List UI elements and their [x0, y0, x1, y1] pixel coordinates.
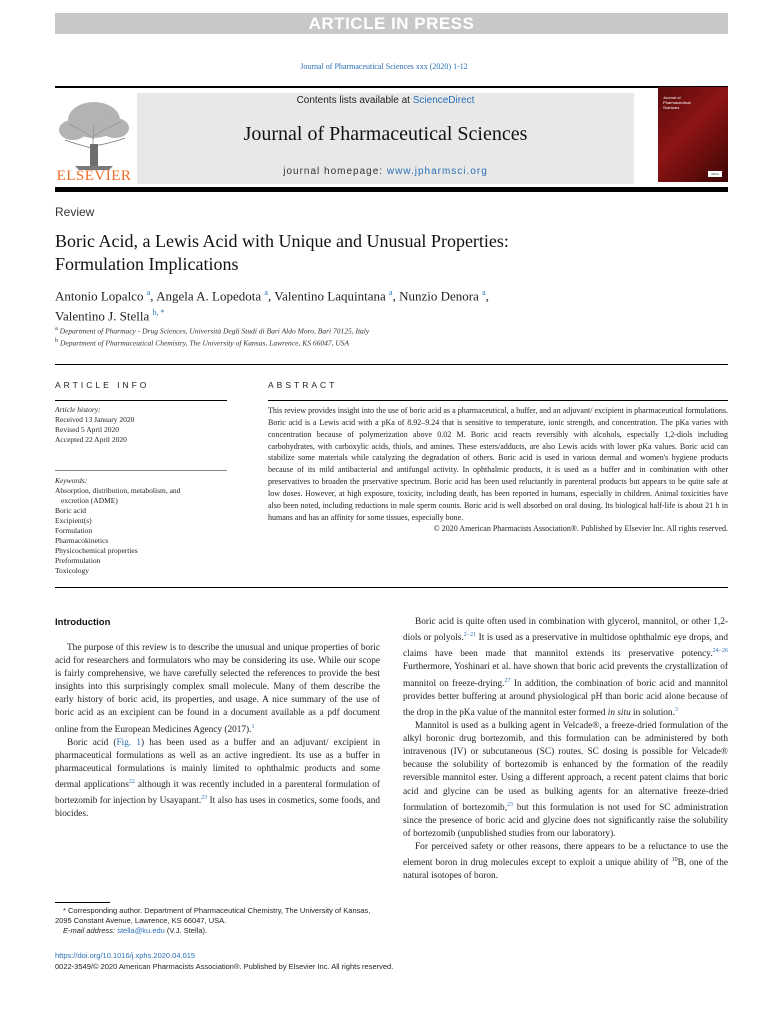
- contents-available-line: Contents lists available at ScienceDirect: [296, 95, 475, 106]
- section-divider: [55, 587, 728, 588]
- corresponding-author-footnote: * Corresponding author. Department of Pharmaceutical Chemistry, The University of Kansas, 2095 Constant Avenue, Lawrence, KS 66047, USA. E-mail address: stella@ku.edu (V.J. Stella).: [55, 906, 371, 935]
- keyword: Toxicology: [55, 566, 90, 575]
- citation-link[interactable]: 27: [504, 677, 511, 684]
- paragraph: Boric acid is quite often used in combination with glycerol, mannitol, or other 1,2-diols or polyols.$^{2-21}$ It is used as a preservative in multidose ophthalmic eye drops, and claims have been made that mannitol extends its preservative potency.$^{24-26}$ Furthermore, Yoshinari et al. have shown that boric acid prevents the crystallization of mannitol on freeze-drying.$^{27}$ In addition, the combination of boric acid and mannitol provides better buffering at around physiological pH than boric acid alone because of the drop in the pKa value of the mannitol ester formed in situ in solution.$^3$: [403, 617, 728, 718]
- keyword: Excipient(s): [55, 516, 92, 525]
- abstract-heading: ABSTRACT: [268, 380, 338, 390]
- keyword: Pharmacokinetics: [55, 536, 109, 545]
- abstract-copyright: © 2020 American Pharmacists Association®. Published by Elsevier Inc. All rights reserved.: [433, 524, 728, 534]
- citation-link[interactable]: 23: [201, 795, 208, 802]
- abstract-rule: [268, 400, 728, 401]
- abstract-body: [268, 405, 728, 535]
- affiliation-b: $^b$ Department of Pharmaceutical Chemistry, The University of Kansas, Lawrence, KS 66047, USA: [55, 337, 350, 348]
- article-title: Boric Acid, a Lewis Acid with Unique and Unusual Properties: Formulation Implications: [55, 231, 509, 274]
- paragraph: The purpose of this review is to describe the unusual and unique properties of boric acid for researchers and formulators who may be considering its use. While our scope is fairly comprehensive, we have carefully selected the references to provide the best insights into this surprisingly complex small molecule. Many of them describe the early history of boric acid, its properties, and usage. A nice summary of the use of boric acid as an excipient can be found in a document available as a pdf document online from the European Medicines Agency (2017).$^1$: [55, 643, 380, 735]
- abstract-text: This review provides insight into the use of boric acid as a pharmaceutical, a buffer, and an adjuvant/ excipient in pharmaceutical formulations. Boric acid is a Lewis acid with a pKa of 8.92–9.24 that is sensitive to temperature, ionic strength, and concentration. The pKa varies with concentration because of polymerization above 0.02 M. Boric acid reacts reversibly with alcohols, especially 1,2-diols including carbohydrates, with carboxylic acids, thiols, and amines. These esters/adducts, are also Lewis acids with lower pKa values. Boric acid can stabilize some materials while catalyzing the degradation of others. Boric acid is used in various dermal and women's hygiene products because of its mild antibacterial and antifungal activity. In ophthalmic products, it is used as a buffer and in combination with other preservatives to broaden the prservative spectrum. Boric acid has been used reluctantly in parenteral products but appears to be quite safe at low doses. However, at high exposure, toxicity, including death, has been reported in humans, especially in children. Animal toxicities have also been noted, including reductions in male sperm counts. Boric acid is well absorbed on oral dosing. Its biological half-life is about 21 h in humans and has an affinity for some tissues, especially bone.: [268, 406, 728, 522]
- author-name[interactable]: Valentino Laquintana: [274, 288, 386, 304]
- article-history: Article history: Received 13 January 2020 Revised 5 April 2020 Accepted 22 April 2020: [55, 405, 135, 444]
- section-divider: [55, 364, 728, 365]
- citation-link[interactable]: 3: [674, 706, 678, 713]
- left-column: [55, 642, 380, 822]
- paragraph: Boric acid (Fig. 1) has been used as a buffer and an adjuvant/ excipient in pharmaceutical formulations as well as an active ingredient. Its use as a buffer in pharmaceutical formulations is mainly limited to ophthalmic products and some dermal applications$^{22}$ although it was recently included in a parenteral formulation of bortezomib for injection by Usayapant.$^{23}$ It also has uses in cosmetics, some foods, and biocides.: [55, 737, 381, 820]
- article-info-heading: ARTICLE INFO: [55, 380, 150, 390]
- keyword: Boric acid: [55, 506, 87, 515]
- keyword: Preformulation: [55, 556, 101, 565]
- affiliation-marker[interactable]: a: [389, 288, 393, 297]
- figure-link[interactable]: Fig. 1: [116, 737, 142, 748]
- cover-title: Journal of Pharmaceutical Sciences: [663, 95, 691, 110]
- article-type: Review: [55, 205, 95, 219]
- affiliation-a: $^a$ Department of Pharmacy - Drug Sciences, Università Degli Studi di Bari Aldo Moro, Bari 70125, Italy: [55, 325, 370, 336]
- header-top-rule: [55, 86, 728, 88]
- journal-homepage-line: journal homepage: www.jpharmsci.org: [283, 166, 488, 177]
- citation-link[interactable]: 22: [128, 779, 135, 786]
- paragraph: For perceived safety or other reasons, there appears to be a reluctance to use the element boron in drug molecules except to exploit a unique ability of $^{10}$B, one of the natural isotopes of boron.: [403, 841, 728, 882]
- keyword: Physicochemical properties: [55, 546, 138, 555]
- citation-link[interactable]: 23: [507, 801, 514, 808]
- sciencedirect-link[interactable]: ScienceDirect: [412, 95, 475, 106]
- cover-badge: APhA: [708, 171, 722, 177]
- journal-title: Journal of Pharmaceutical Sciences: [243, 123, 528, 145]
- author-name[interactable]: Antonio Lopalco: [55, 288, 144, 304]
- author-name[interactable]: Nunzio Denora: [399, 288, 479, 304]
- journal-masthead: [137, 93, 634, 184]
- article-in-press-banner: ARTICLE IN PRESS: [55, 13, 728, 34]
- keywords: Keywords: Absorption, distribution, metabolism, and excretion (ADME) Boric acid Excipient(s) Formulation Pharmacokinetics Physicochemical properties Preformulation Toxicology: [55, 476, 227, 576]
- author-email-link[interactable]: stella@ku.edu: [117, 926, 165, 935]
- citation-link[interactable]: 24−26: [712, 648, 728, 655]
- keywords-rule: [55, 470, 227, 471]
- header-bottom-rule: [55, 187, 728, 192]
- elsevier-wordmark: ELSEVIER: [56, 168, 132, 184]
- keyword: Absorption, distribution, metabolism, and: [55, 486, 181, 495]
- author-name[interactable]: Valentino J. Stella: [55, 308, 150, 324]
- right-column: [403, 616, 728, 883]
- citation-link[interactable]: 1: [251, 723, 255, 730]
- doi-link[interactable]: https://doi.org/10.1016/j.xphs.2020.04.015: [55, 951, 196, 960]
- article-info-rule: [55, 400, 227, 401]
- affiliation-marker[interactable]: a: [482, 288, 486, 297]
- introduction-heading: Introduction: [55, 617, 111, 628]
- author-list: Antonio Lopalco $^a$, Angela A. Lopedota $^a$, Valentino Laquintana $^a$, Nunzio Denora $^a$, Valentino J. Stella $^{b, *}$: [55, 288, 489, 324]
- affiliation-marker[interactable]: b, *: [152, 308, 165, 318]
- isotope-superscript: 10: [671, 857, 678, 864]
- affiliation-marker[interactable]: a: [146, 288, 151, 297]
- issn-copyright-line: 0022-3549/© 2020 American Pharmacists Association®. Published by Elsevier Inc. All rights reserved.: [55, 962, 394, 971]
- citation-link[interactable]: 2−21: [463, 632, 477, 639]
- paragraph: Mannitol is used as a bulking agent in Velcade®, a freeze-dried formulation of the alkyl boronic drug bortezomib, and this formulation can be administered by both intravenous (IV) or subcutaneous (SC) routes. SC dosing is possible for Velcade® because the solubility of bortezomib is enhanced by the formation of the readily reversible mannitol ester. Using a different approach, a recent patent claims that boric acid and glycine can be used as bulking agents for an alternative freeze-dried formulation of bortezomib,$^{23}$ but this formulation is not used for SC administration since the presence of boric acid and glycine does not significantly raise the solubility of bortezomib (unpublished studies from our laboratory).: [403, 721, 729, 839]
- journal-cover-thumbnail[interactable]: [658, 87, 728, 182]
- journal-homepage-link[interactable]: www.jpharmsci.org: [386, 166, 488, 177]
- journal-reference-link[interactable]: Journal of Pharmaceutical Sciences xxx (2020) 1-12: [300, 62, 468, 71]
- affiliation-marker[interactable]: a: [264, 288, 268, 297]
- author-name[interactable]: Angela A. Lopedota: [156, 288, 262, 304]
- keyword: excretion (ADME): [61, 496, 118, 505]
- keyword: Formulation: [55, 526, 93, 535]
- footnote-rule: [55, 902, 110, 903]
